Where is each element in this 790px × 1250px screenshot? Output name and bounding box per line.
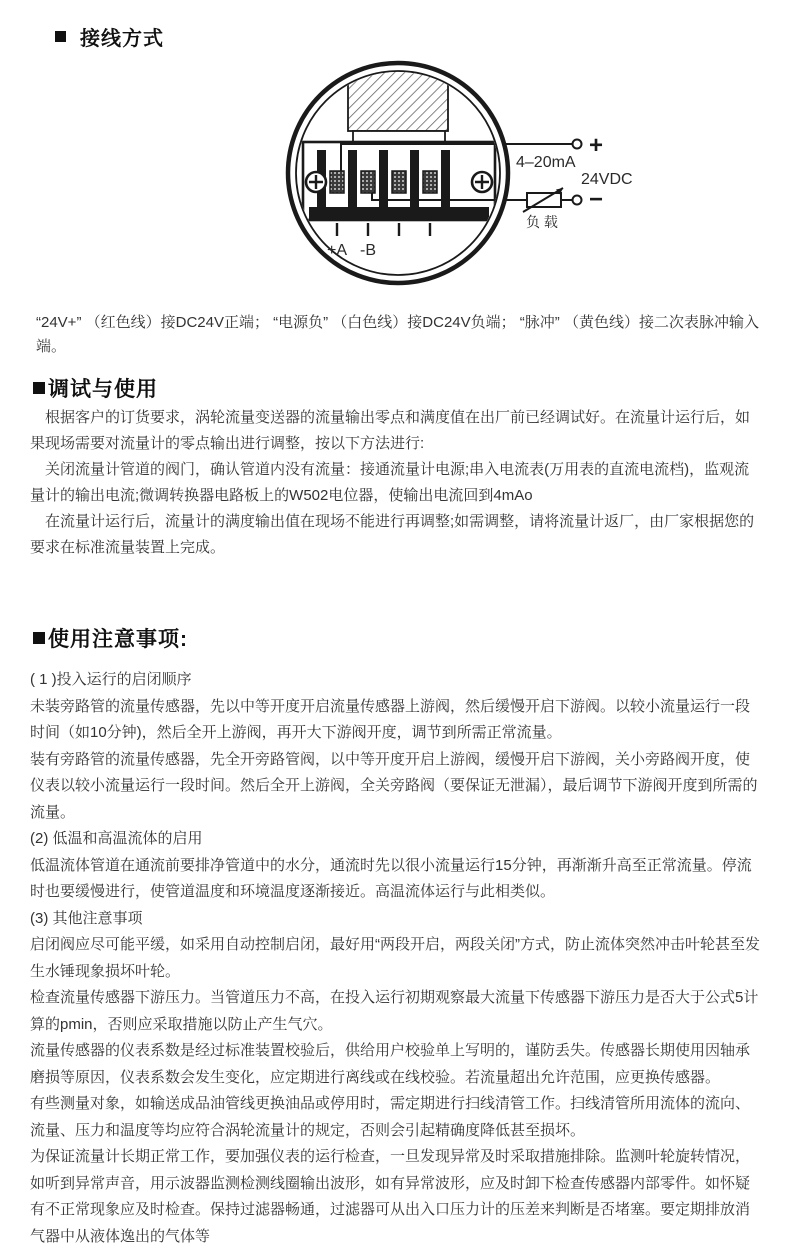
paragraph: 在流量计运行后，流量计的满度输出值在现场不能进行再调整;如需调整，请将流量计返厂，由厂家根据您的要求在标准流量装置上完成。 [30, 513, 755, 556]
load-label: 负 载 [526, 214, 558, 230]
debug-section-body [30, 405, 762, 561]
square-bullet-icon [55, 31, 66, 42]
notice-item: 低温流体管道在通流前要排净管道中的水分，通流时先以很小流量运行15分钟，再渐渐升高至正常流量。停流时也要缓慢进行，使管道温度和环境温度逐渐接近。高温流体运行与此相类似。 [30, 856, 752, 900]
notice-section-body [30, 667, 762, 1250]
wiring-title: 接线方式 [80, 28, 164, 50]
notice-item: ( 1 )投入运行的启闭顺序 [30, 671, 192, 688]
terminal-diagram-illustration [273, 55, 653, 295]
notice-item: 检查流量传感器下游压力。当管道压力不高，在投入运行初期观察最大流量下传感器下游压力是否大于公式5计算的pmin，否则应采取措施以防止产生气穴。 [30, 989, 759, 1033]
supply-voltage-label: 24VDC [581, 171, 633, 188]
notice-item: 流量传感器的仪表系数是经过标准装置校验后，供给用户校验单上写明的，谨防丢失。传感器长期使用因轴承磨损等原因，仪表系数会发生变化，应定期进行离线或在线校验。若流量超出允许范围，应更换传感器。 [30, 1042, 751, 1086]
section-heading-notice [30, 623, 762, 653]
debug-title: 调试与使用 [48, 378, 158, 401]
paragraph: 关闭流量计管道的阀门，确认管道内没有流量：接通流量计电源;串入电流表(万用表的直流电流档)，监观流量计的输出电流;微调转换器电路板上的W502电位器，使输出电流回到4mAo [30, 461, 750, 504]
paragraph: 根据客户的订货要求，涡轮流量变送器的流量输出零点和满度值在出厂前已经调试好。在流量计运行后，如果现场需要对流量计的零点输出进行调整，按以下方法进行: [30, 409, 751, 452]
square-bullet-icon [33, 382, 45, 394]
wiring-color-note: “24V+” （红色线）接DC24V正端； “电源负” （白色线）接DC24V负端； “脉冲” （黄色线）接二次表脉冲输入端。 [36, 314, 759, 355]
minus-terminal-label: − [589, 186, 604, 213]
plus-terminal-label: + [589, 132, 604, 159]
notice-item: 未装旁路管的流量传感器，先以中等开度开启流量传感器上游阀，然后缓慢开启下游阀。以较小流量运行一段时间（如10分钟)，然后全开上游阀，再开大下游阀开度，调节到所需正常流量。 [30, 697, 751, 741]
wiring-diagram [30, 55, 762, 303]
current-range-label: 4–20mA [516, 154, 576, 171]
notice-item: (2) 低温和高温流体的启用 [30, 830, 203, 847]
notice-item: 装有旁路管的流量传感器，先全开旁路管阀，以中等开度开启上游阀，缓慢开启下游阀，关小旁路阀开度，使仪表以较小流量运行一段时间。然后全开上游阀，全关旁路阀（要保证无泄漏），最后调节下游阀开度到所需的流量。 [30, 750, 758, 821]
notice-title: 使用注意事项: [48, 628, 188, 651]
notice-section [30, 623, 762, 1250]
notice-item: 启闭阀应尽可能平缓，如采用自动控制启闭，最好用“两段开启，两段关闭”方式，防止流体突然冲击叶轮甚至发生水锤现象损坏叶轮。 [30, 936, 760, 980]
square-bullet-icon [33, 632, 45, 644]
terminal-a-label: +A [326, 242, 348, 259]
notice-item: 有些测量对象，如输送成品油管线更换油品或停用时，需定期进行扫线清管工作。扫线清管所用流体的流向、流量、压力和温度等均应符合涡轮流量计的规定，否则会引起精确度降低甚至损坏。 [30, 1095, 751, 1139]
section-heading-debug [30, 373, 762, 403]
section-heading-wiring [30, 22, 762, 51]
terminal-b-label: -B [360, 242, 376, 259]
notice-item: 为保证流量计长期正常工作，要加强仪表的运行检查，一旦发现异常及时采取措施排除。监测叶轮旋转情况，如听到异常声音，用示波器监测检测线圈输出波形，如有异常波形，应及时卸下检查传感器内部零件。如怀疑有不正常现象应及时检查。保持过滤器畅通，过滤器可从出入口压力计的压差来判断是否堵塞。要定期排放消气器中从液体逸出的气体等 [30, 1148, 751, 1245]
notice-item: (3) 其他注意事项 [30, 909, 143, 927]
